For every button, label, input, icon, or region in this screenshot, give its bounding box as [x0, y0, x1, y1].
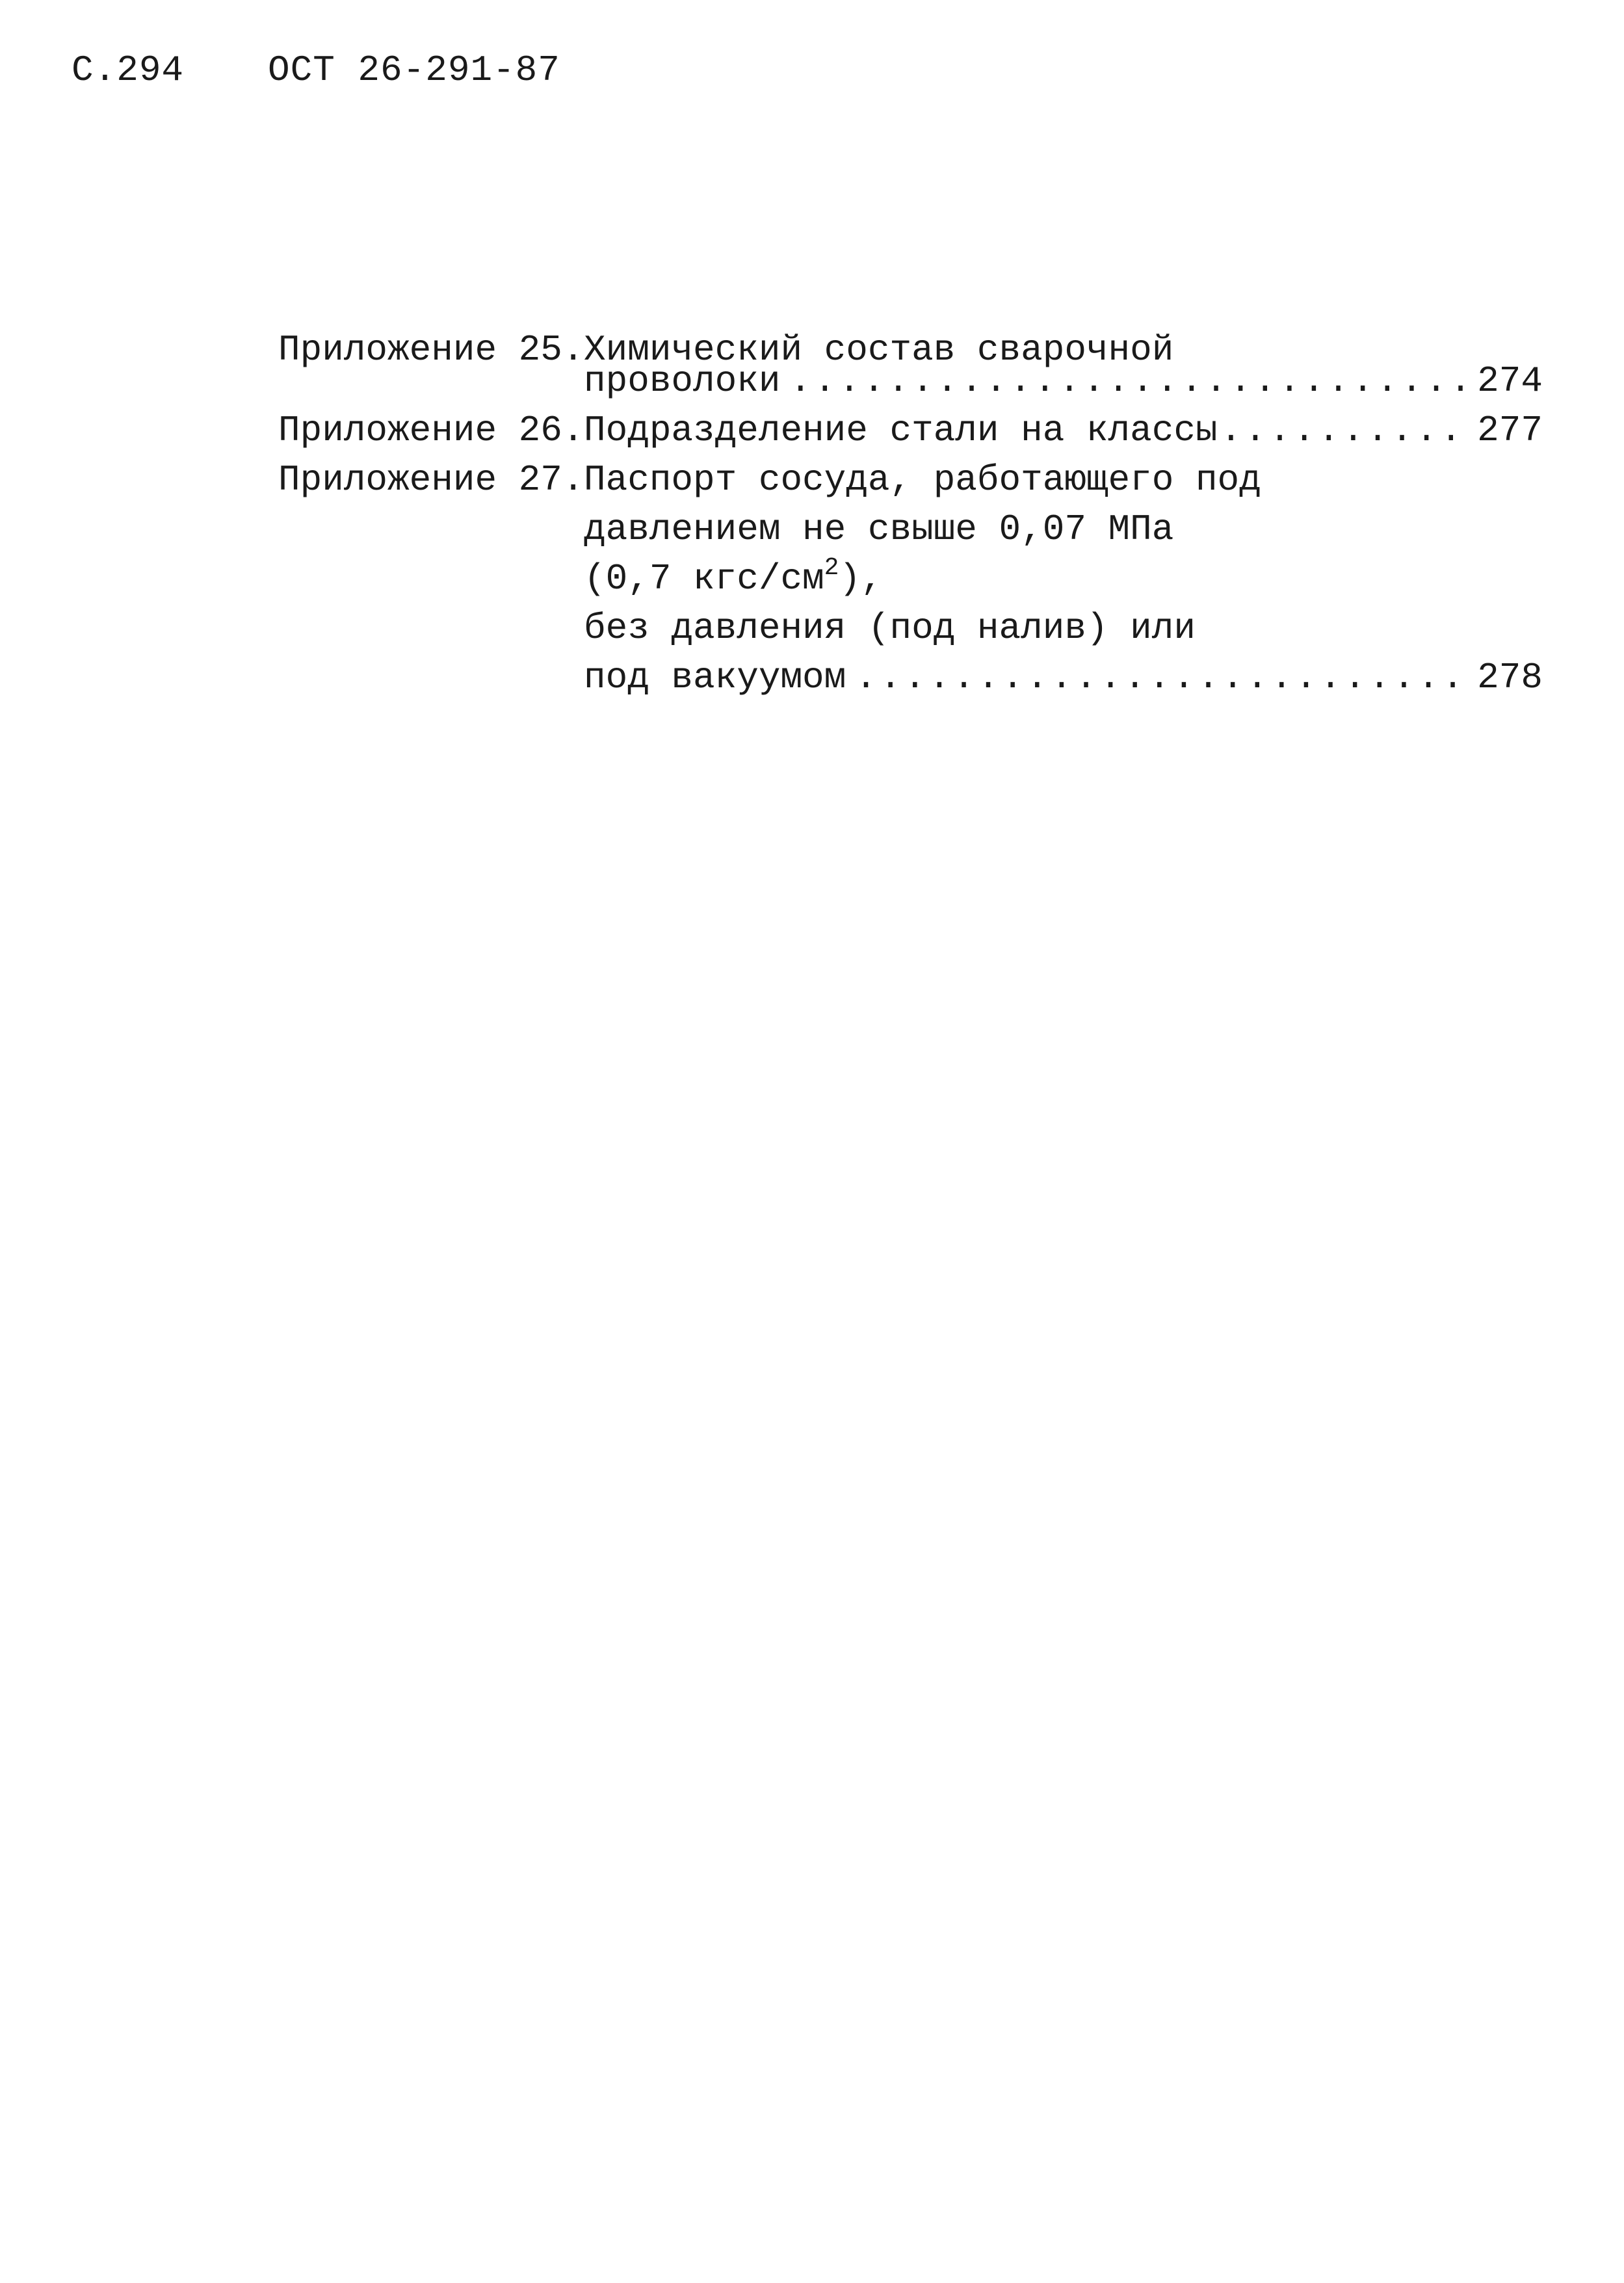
toc-entry-25-title-line-2: проволоки: [584, 360, 781, 402]
standard-designation: ОСТ 26-291-87: [268, 49, 560, 91]
toc-entry-25-leader-row: [584, 360, 1543, 402]
toc-entry-25-label: Приложение 25.: [278, 329, 584, 371]
pressure-unit-close: ),: [839, 558, 883, 600]
toc-entry-27-title-line-2: давлением не свыше 0,07 МПа: [584, 508, 1174, 550]
toc-entry-25-page: 274: [1477, 360, 1543, 402]
toc-entry-25-title-line-1: Химический состав сварочной: [584, 329, 1174, 371]
toc-entry-27-page: 278: [1477, 657, 1543, 698]
toc-entry-26-leader-row: [584, 409, 1543, 452]
toc-entry-27-title-line-1: Паспорт сосуда, работающего под: [584, 459, 1261, 501]
dot-leader: [789, 360, 1469, 402]
toc-entry-27-title-line-3: [584, 554, 883, 600]
dot-leader: [1220, 409, 1470, 452]
toc-entry-27-title-line-5: под вакуумом: [584, 657, 846, 698]
superscript-2: 2: [824, 554, 839, 582]
dot-leader: [855, 656, 1469, 699]
page-number: С.294: [72, 49, 185, 91]
toc-entry-27-leader-row: [584, 656, 1543, 699]
toc-entry-27-title-line-4: без давления (под налив) или: [584, 607, 1196, 649]
toc-entry-26-label: Приложение 26.: [278, 410, 584, 451]
toc-entry-26-page: 277: [1477, 410, 1543, 451]
pressure-unit-text: (0,7 кгс/см: [584, 558, 824, 600]
toc-entry-26-title-line-1: Подразделение стали на классы: [584, 410, 1218, 451]
toc-entry-27-label: Приложение 27.: [278, 459, 584, 501]
